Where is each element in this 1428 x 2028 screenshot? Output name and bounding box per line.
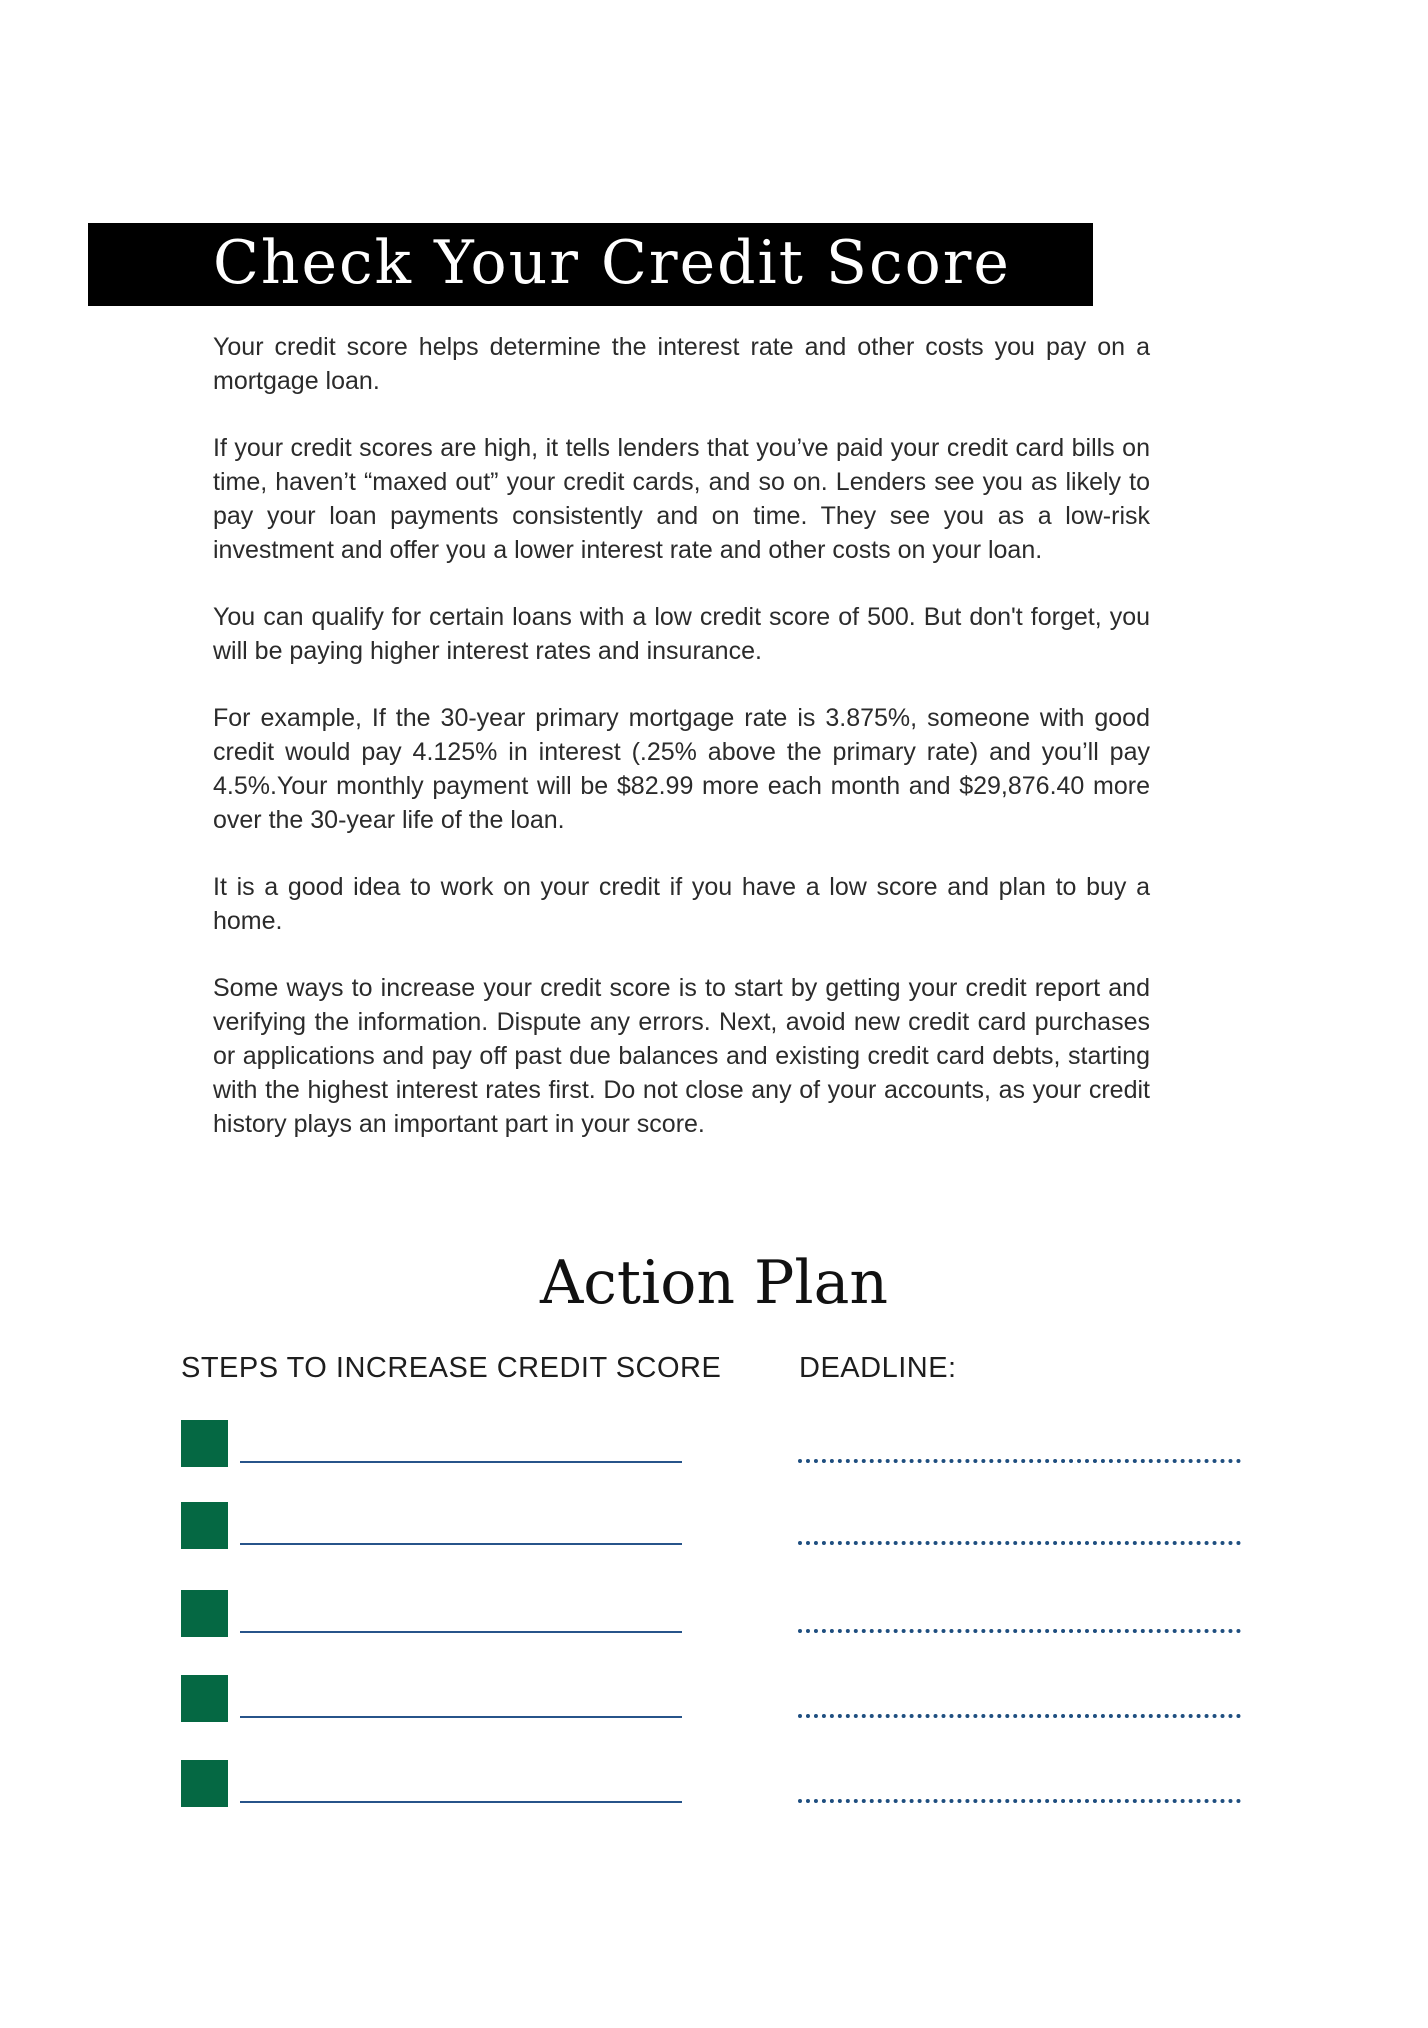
step-checkbox[interactable]	[181, 1420, 228, 1467]
title-banner	[88, 223, 1093, 306]
paragraph-ways-to-increase: Some ways to increase your credit score is to start by getting your credit report and verifying the information. Dispute any errors. Next, avoid new credit card purchases or applications and pay off past due balances and existing credit card debts, starting with the highest interest rates first. Do not close any of your accounts, as your credit history plays an important part in your score.	[213, 974, 1150, 1138]
paragraph-credit-score-intro: Your credit score helps determine the interest rate and other costs you pay on a mortgage loan.	[213, 333, 1150, 395]
plan-row	[181, 1675, 1241, 1723]
deadline-column-header: DEADLINE:	[799, 1352, 957, 1384]
deadline-input-line[interactable]	[798, 1629, 1241, 1633]
step-input-line[interactable]	[240, 1716, 682, 1718]
step-checkbox[interactable]	[181, 1675, 228, 1722]
step-input-line[interactable]	[240, 1543, 682, 1545]
body-text	[213, 330, 1150, 1174]
deadline-input-line[interactable]	[798, 1541, 1241, 1545]
deadline-input-line[interactable]	[798, 1459, 1241, 1463]
paragraph-low-score: You can qualify for certain loans with a low credit score of 500. But don't forget, you will be paying higher interest rates and insurance.	[213, 603, 1150, 665]
paragraph-advice: It is a good idea to work on your credit if you have a low score and plan to buy a home.	[213, 873, 1150, 935]
action-plan-title: Action Plan	[539, 1248, 889, 1318]
step-input-line[interactable]	[240, 1461, 682, 1463]
step-checkbox[interactable]	[181, 1590, 228, 1637]
page-title: Check Your Credit Score	[213, 228, 1011, 298]
step-input-line[interactable]	[240, 1801, 682, 1803]
plan-row	[181, 1502, 1241, 1550]
step-input-line[interactable]	[240, 1631, 682, 1633]
step-checkbox[interactable]	[181, 1760, 228, 1807]
deadline-input-line[interactable]	[798, 1714, 1241, 1718]
plan-row	[181, 1420, 1241, 1468]
steps-column-header: STEPS TO INCREASE CREDIT SCORE	[181, 1352, 722, 1384]
paragraph-high-scores: If your credit scores are high, it tells lenders that you’ve paid your credit card bills on time, haven’t “maxed out” your credit cards, and so on. Lenders see you as likely to pay your loan payments consistently and on time. They see you as a low-risk investment and offer you a lower interest rate and other costs on your loan.	[213, 434, 1150, 564]
plan-row	[181, 1760, 1241, 1808]
plan-row	[181, 1590, 1241, 1638]
step-checkbox[interactable]	[181, 1502, 228, 1549]
deadline-input-line[interactable]	[798, 1799, 1241, 1803]
paragraph-example: For example, If the 30-year primary mortgage rate is 3.875%, someone with good credit would pay 4.125% in interest (.25% above the primary rate) and you’ll pay 4.5%.Your monthly payment will be $82.99 more each month and $29,876.40 more over the 30-year life of the loan.	[213, 704, 1150, 834]
